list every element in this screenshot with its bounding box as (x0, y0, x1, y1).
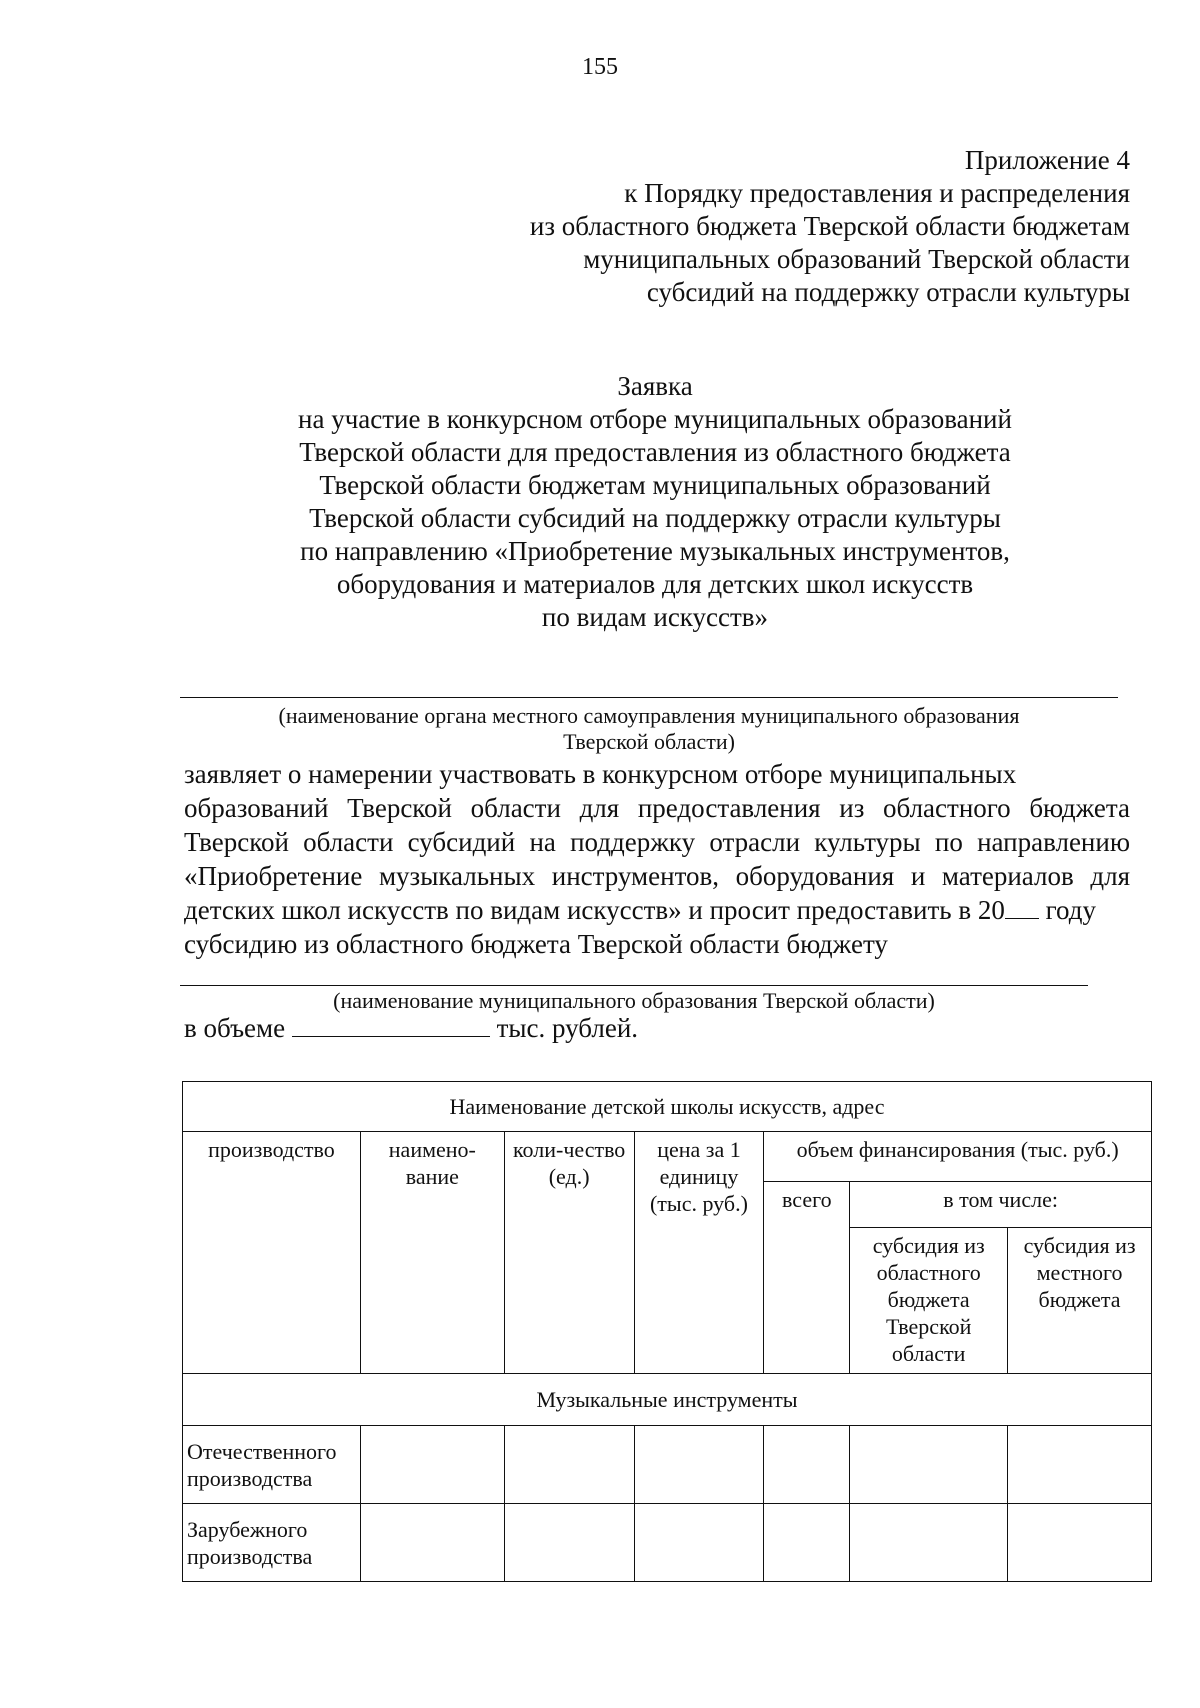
title-line: по видам искусств» (541, 602, 769, 632)
section-musical-instruments: Музыкальные инструменты (183, 1374, 1152, 1426)
statement-line: образований Тверской области для предоставления из областного бюджета (184, 793, 1130, 823)
year-blank (1005, 894, 1039, 919)
table-cell (360, 1426, 504, 1504)
table-cell (634, 1426, 764, 1504)
table-cell (634, 1504, 764, 1582)
header-funding: объем финансирования (тыс. руб.) (764, 1132, 1152, 1182)
statement-line-part: году (1045, 895, 1096, 925)
title-line: Заявка (617, 371, 693, 401)
volume-prefix: в объеме (184, 1013, 286, 1043)
statement-line: Тверской области субсидий на поддержку отрасли культуры по направлению (184, 827, 1130, 857)
appendix-line: субсидий на поддержку отрасли культуры (646, 277, 1130, 307)
header-quantity: коли-чество (ед.) (504, 1132, 634, 1374)
statement-paragraph (184, 757, 1130, 961)
statement-line: субсидию из областного бюджета Тверской области бюджету (184, 929, 888, 959)
appendix-line: Приложение 4 (964, 145, 1130, 175)
appendix-reference (530, 144, 1130, 309)
row-label-domestic: Отечественного производства (183, 1426, 361, 1504)
municipality-name-caption: (наименование муниципального образования Тверской области) (333, 988, 935, 1013)
statement-line: «Приобретение музыкальных инструментов, оборудования и материалов для (184, 861, 1130, 891)
amount-blank (292, 1012, 490, 1037)
header-including: в том числе: (850, 1182, 1152, 1228)
statement-line-part: детских школ искусств по видам искусств» и просит предоставить в 20 (184, 895, 1005, 925)
header-name: наимено-вание (360, 1132, 504, 1374)
header-local-subsidy: субсидия из местного бюджета (1008, 1228, 1152, 1374)
title-line: Тверской области субсидий на поддержку отрасли культуры (309, 503, 1001, 533)
table-cell (504, 1504, 634, 1582)
page-number: 155 (582, 54, 618, 80)
title-line: на участие в конкурсном отборе муниципальных образований (298, 404, 1012, 434)
header-unit-price: цена за 1 единицу (тыс. руб.) (634, 1132, 764, 1374)
organ-name-caption (180, 703, 1118, 755)
title-line: по направлению «Приобретение музыкальных инструментов, (300, 536, 1010, 566)
document-title (0, 370, 1200, 634)
table-row (183, 1504, 1152, 1582)
table-row (183, 1426, 1152, 1504)
title-line: Тверской области для предоставления из областного бюджета (299, 437, 1011, 467)
table-cell (504, 1426, 634, 1504)
caption-line: Тверской области) (563, 729, 735, 754)
table-cell (850, 1504, 1008, 1582)
appendix-line: из областного бюджета Тверской области бюджетам (529, 211, 1130, 241)
table-cell (764, 1504, 850, 1582)
header-regional-subsidy: субсидия из областного бюджета Тверской области (850, 1228, 1008, 1374)
volume-suffix: тыс. рублей. (496, 1013, 639, 1043)
caption-line: (наименование органа местного самоуправления муниципального образования (278, 703, 1020, 728)
volume-line (184, 1011, 638, 1045)
row-label-foreign: Зарубежного производства (183, 1504, 361, 1582)
table-cell (850, 1426, 1008, 1504)
appendix-line: к Порядку предоставления и распределения (624, 178, 1130, 208)
table-cell (764, 1426, 850, 1504)
title-line: оборудования и материалов для детских школ искусств (336, 569, 974, 599)
title-line: Тверской области бюджетам муниципальных образований (319, 470, 991, 500)
table-cell (360, 1504, 504, 1582)
table-cell (1008, 1426, 1152, 1504)
appendix-line: муниципальных образований Тверской области (583, 244, 1130, 274)
header-production: производство (183, 1132, 361, 1374)
school-name-header: Наименование детской школы искусств, адрес (183, 1082, 1152, 1132)
application-table (182, 1081, 1152, 1582)
table-cell (1008, 1504, 1152, 1582)
statement-line: заявляет о намерении участвовать в конкурсном отборе муниципальных (184, 759, 1017, 789)
municipality-name-blank-line (180, 985, 1088, 986)
statement-line (184, 893, 1130, 927)
organ-name-blank-line (180, 697, 1118, 698)
header-total: всего (764, 1182, 850, 1374)
